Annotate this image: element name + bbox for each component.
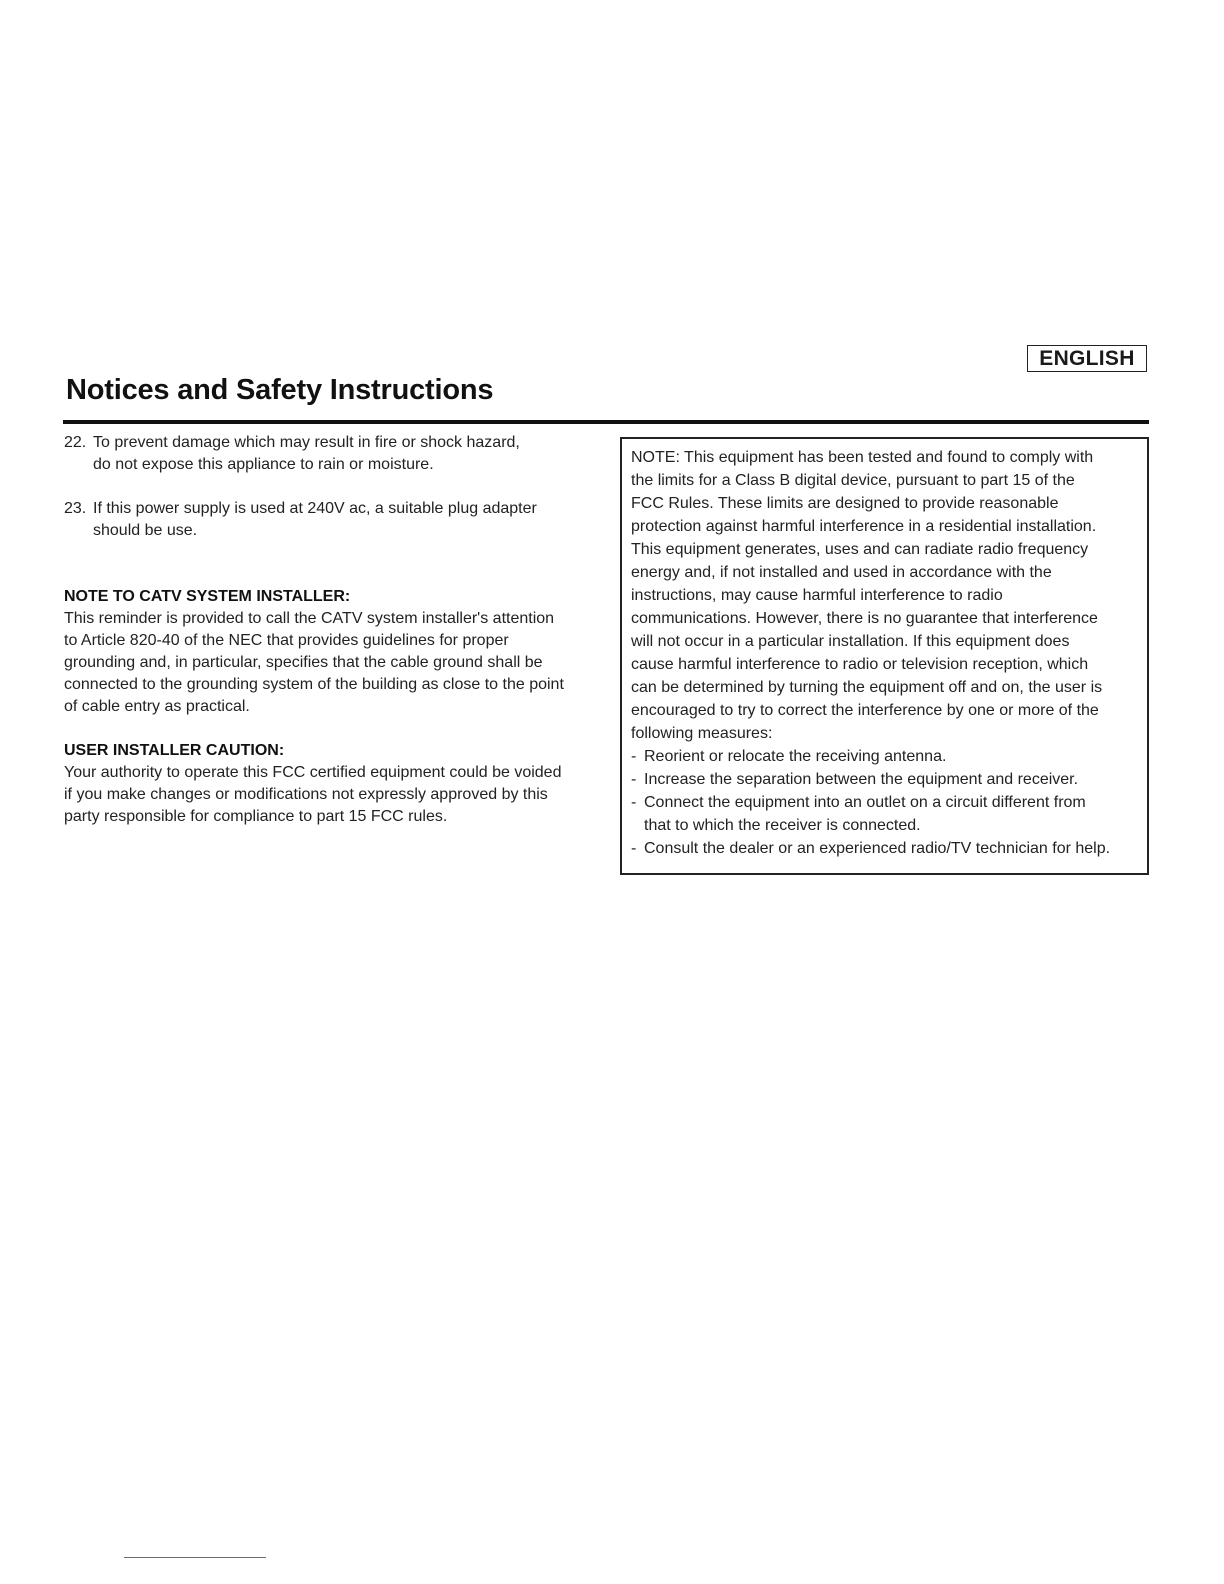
item-line: To prevent damage which may result in fire or shock hazard, [93,434,520,451]
body-line: if you make changes or modifications not expressly approved by this [64,786,548,803]
measure-line: Consult the dealer or an experienced radio/TV technician for help. [644,840,1111,857]
body-line: party responsible for compliance to part 15 FCC rules. [64,808,448,825]
note-line: following measures: [631,725,773,742]
body-line: This reminder is provided to call the CATV system installer's attention [64,610,555,627]
body-line: connected to the grounding system of the building as close to the point [64,676,564,693]
body-line: of cable entry as practical. [64,698,250,715]
note-line: encouraged to try to correct the interference by one or more of the [631,702,1099,719]
measure-item [631,768,1137,791]
language-badge: ENGLISH [1027,345,1147,372]
body-line: to Article 820-40 of the NEC that provides guidelines for proper [64,632,509,649]
list-dash: - [631,840,637,857]
measure-line: Reorient or relocate the receiving antenna. [644,748,947,765]
note-line: energy and, if not installed and used in accordance with the [631,564,1052,581]
list-dash: - [631,748,637,765]
caution-body [64,762,604,828]
note-line: cause harmful interference to radio or television reception, which [631,656,1089,673]
catv-installer-note [64,586,604,718]
item-number: 22. [64,434,87,451]
instruction-item-23 [64,498,604,542]
fcc-note-box [620,437,1149,875]
note-line: can be determined by turning the equipment off and on, the user is [631,679,1103,696]
measure-item [631,791,1137,837]
note-line: This equipment generates, uses and can radiate radio frequency [631,541,1089,558]
catv-body [64,608,604,718]
page-title: Notices and Safety Instructions [66,374,494,406]
catv-heading: NOTE TO CATV SYSTEM INSTALLER: [64,588,351,605]
user-installer-caution [64,740,604,828]
measure-line: that to which the receiver is connected. [644,817,921,834]
body-line: Your authority to operate this FCC certified equipment could be voided [64,764,562,781]
title-divider [63,420,1149,424]
note-line: the limits for a Class B digital device, pursuant to part 15 of the [631,472,1075,489]
note-line: NOTE: This equipment has been tested and found to comply with [631,449,1094,466]
measure-line: Increase the separation between the equipment and receiver. [644,771,1079,788]
body-line: grounding and, in particular, specifies that the cable ground shall be [64,654,543,671]
caution-heading: USER INSTALLER CAUTION: [64,742,285,759]
measure-item [631,745,1137,768]
note-line: FCC Rules. These limits are designed to provide reasonable [631,495,1059,512]
note-line: communications. However, there is no guarantee that interference [631,610,1098,627]
footer-divider [124,1557,266,1558]
list-dash: - [631,794,637,811]
measure-line: Connect the equipment into an outlet on a circuit different from [644,794,1086,811]
note-line: will not occur in a particular installation. If this equipment does [631,633,1070,650]
list-dash: - [631,771,637,788]
measure-item [631,837,1137,860]
note-line: protection against harmful interference in a residential installation. [631,518,1097,535]
instruction-item-22 [64,432,604,476]
item-line: If this power supply is used at 240V ac, a suitable plug adapter [93,500,537,517]
note-line: instructions, may cause harmful interference to radio [631,587,1003,604]
left-column [64,432,604,828]
item-line: should be use. [93,522,198,539]
item-number: 23. [64,500,87,517]
item-line: do not expose this appliance to rain or moisture. [93,456,434,473]
